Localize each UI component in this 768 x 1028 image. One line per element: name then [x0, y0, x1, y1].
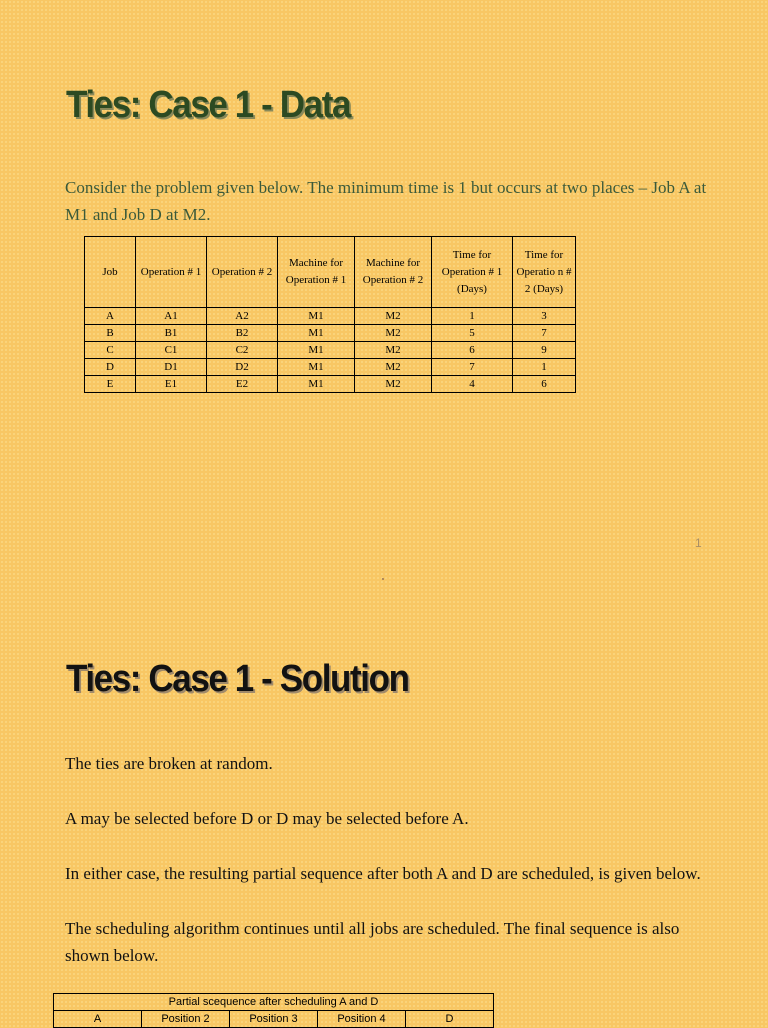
divider-dot [382, 578, 384, 580]
slide-title: Ties: Case 1 - Data [66, 84, 351, 126]
page-number: 1 [695, 536, 702, 550]
table-cell: 9 [513, 342, 576, 359]
table-row [85, 342, 576, 359]
header-operation-2: Operation # 2 [207, 237, 278, 308]
header-job: Job [85, 237, 136, 308]
header-time-1: Time for Operation # 1 (Days) [432, 237, 513, 308]
table-cell: E [85, 376, 136, 393]
sequence-cell: Position 3 [230, 1011, 318, 1028]
table-cell: D2 [207, 359, 278, 376]
table-cell: 7 [513, 325, 576, 342]
table-cell: M2 [355, 376, 432, 393]
solution-text [65, 750, 715, 997]
table-cell: M1 [278, 325, 355, 342]
intro-text: Consider the problem given below. The minimum time is 1 but occurs at two places – Job A at M1 and Job D at M2. [65, 178, 707, 224]
table-cell: E1 [136, 376, 207, 393]
paragraph: The scheduling algorithm continues until all jobs are scheduled. The final sequence is also shown below. [65, 919, 680, 965]
table-cell: 1 [513, 359, 576, 376]
table-cell: E2 [207, 376, 278, 393]
table-cell: 3 [513, 308, 576, 325]
header-machine-1: Machine for Operation # 1 [278, 237, 355, 308]
slide-solution [0, 600, 768, 1024]
table-row [85, 376, 576, 393]
table-cell: M2 [355, 308, 432, 325]
header-time-2: Time for Operatio n # 2 (Days) [513, 237, 576, 308]
table-cell: C [85, 342, 136, 359]
paragraph: The ties are broken at random. [65, 754, 273, 773]
slide-title: Ties: Case 1 - Solution [66, 658, 409, 700]
table-cell: M2 [355, 342, 432, 359]
table-row [85, 308, 576, 325]
table-cell: B1 [136, 325, 207, 342]
table-cell: 6 [513, 376, 576, 393]
table-cell: A2 [207, 308, 278, 325]
table-cell: M2 [355, 325, 432, 342]
table-header-row [85, 237, 576, 308]
table-row [85, 359, 576, 376]
table-cell: 6 [432, 342, 513, 359]
paragraph: A may be selected before D or D may be selected before A. [65, 809, 469, 828]
sequence-cell: A [54, 1011, 142, 1028]
table-cell: 1 [432, 308, 513, 325]
table-cell: 5 [432, 325, 513, 342]
sequence-cell: D [406, 1011, 494, 1028]
table-cell: A [85, 308, 136, 325]
table-cell: D1 [136, 359, 207, 376]
table-cell: M1 [278, 359, 355, 376]
partial-sequence-table [53, 993, 494, 1028]
table-cell: 4 [432, 376, 513, 393]
table-cell: A1 [136, 308, 207, 325]
table-cell: C2 [207, 342, 278, 359]
table-row [54, 1011, 494, 1028]
table-cell: M1 [278, 376, 355, 393]
sequence-cell: Position 4 [318, 1011, 406, 1028]
table-caption: Partial scequence after scheduling A and D [54, 994, 494, 1011]
table-cell: D [85, 359, 136, 376]
paragraph: In either case, the resulting partial sequence after both A and D are scheduled, is given below. [65, 864, 701, 883]
jobs-table [84, 236, 576, 393]
header-operation-1: Operation # 1 [136, 237, 207, 308]
table-cell: M2 [355, 359, 432, 376]
table-cell: M1 [278, 308, 355, 325]
table-cell: 7 [432, 359, 513, 376]
table-row [85, 325, 576, 342]
sequence-cell: Position 2 [142, 1011, 230, 1028]
table-cell: M1 [278, 342, 355, 359]
table-cell: B [85, 325, 136, 342]
header-machine-2: Machine for Operation # 2 [355, 237, 432, 308]
table-cell: C1 [136, 342, 207, 359]
table-cell: B2 [207, 325, 278, 342]
table-caption-row [54, 994, 494, 1011]
